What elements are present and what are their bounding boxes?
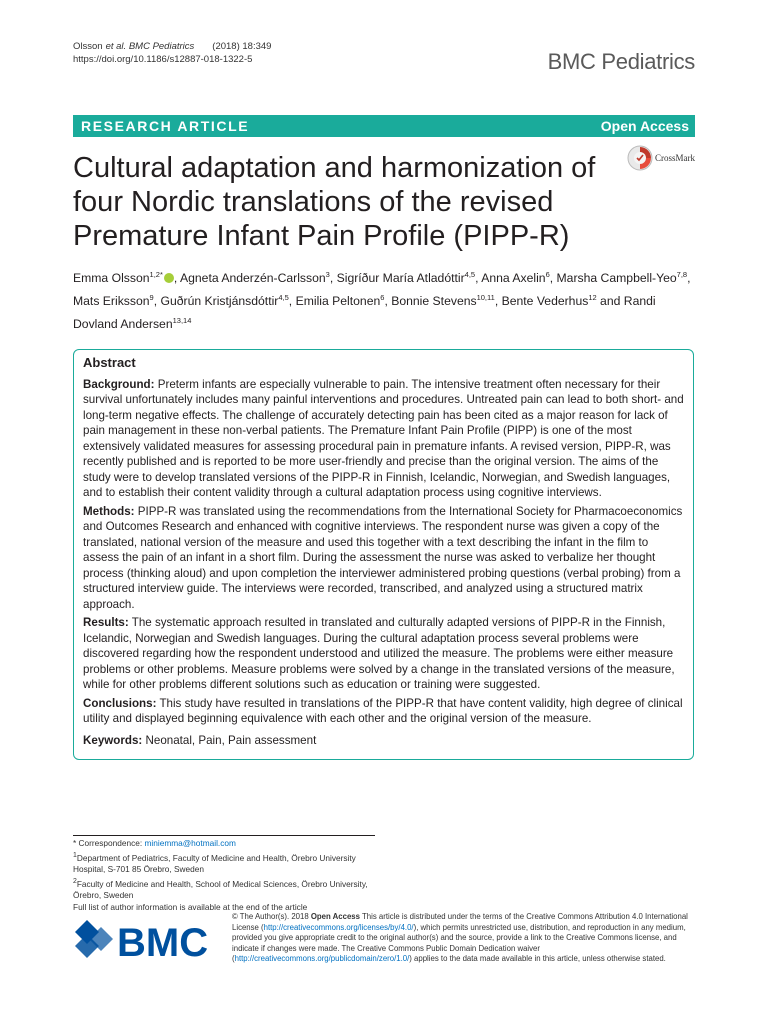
citation-journal [73, 41, 194, 52]
abstract-keywords [83, 733, 685, 749]
keywords-text: Neonatal, Pain, Pain assessment [145, 733, 317, 747]
author-name: Agneta Anderzén-Carlsson [180, 271, 326, 286]
orcid-icon[interactable] [164, 273, 174, 283]
background-text: Preterm infants are especially vulnerable to pain. The intensive treatment often necessary for their survival unfortunately includes many painful interventions and procedures. Untreated pain can lead to both short- and long-term negative effects. The challenge of accurately detecting pain has been cited as a major reason for lack of pain management in these non-verbal patients. The Premature Infant Pain Profile (PIPP) is one of the most extensively validated measures for assessing procedural pain in premature infants. A revised version, PIPP-R, was recently published and is reported to be more user-friendly and precise than the original version. The aims of the study were to develop translated versions of the PIPP-R in Finnish, Icelandic, Norwegian, and Swedish languages, and to establish their content validity through a cultural adaptation process using cognitive interviews. [83, 377, 684, 499]
author-entry[interactable] [73, 271, 174, 285]
methods-text: PIPP-R was translated using the recommendations from the International Society for Pharmacoeconomics and Outcomes Research and enhanced with cognitive interviews. The respondent nurse was given a copy of the translated, national version of the measure and used this together with a text describing the infant in the film to assess the pain of an infant in a short film. During the assessment the nurse was asked to verbalize her thought process (thinking aloud) and upon completion the interviewer administered probing questions (verbal probing) from a structured interview guide. The interviews were recorded, transcribed, and analyzed using a structured matrix approach. [83, 504, 683, 611]
author-entry[interactable] [481, 271, 550, 285]
crossmark-label: CrossMark [655, 153, 695, 163]
author-name: Emma Olsson [73, 271, 150, 286]
abstract-results [83, 615, 685, 693]
bmc-logo [73, 912, 216, 966]
affiliation-1-sup: 1 [73, 851, 77, 859]
author-name: Marsha Campbell-Yeo [556, 271, 677, 286]
license-part-2: This article is distributed under the terms of the Creative Commons Attribution 4.0 International License ( [232, 912, 688, 932]
author-entry[interactable] [180, 271, 330, 285]
author-name: Sigríður María Atladóttir [336, 271, 465, 286]
affiliation-1-text: Department of Pediatrics, Faculty of Medicine and Health, Örebro University Hospital, S-701 85 Örebro, Sweden [73, 852, 356, 874]
author-entry[interactable] [296, 294, 385, 308]
author-affiliation-sup: 7,8 [676, 270, 688, 279]
abstract-background [83, 377, 685, 501]
author-entry[interactable] [337, 271, 475, 285]
author-affiliation-sup: 3 [325, 270, 330, 279]
background-label: Background: [83, 377, 155, 391]
methods-label: Methods: [83, 504, 135, 518]
bmc-logo-text: BMC [117, 921, 209, 965]
affiliation-2-text: Faculty of Medicine and Health, School of Medical Sciences, Örebro University, Örebro, Sweden [73, 878, 368, 900]
author-affiliation-sup: 1,2* [149, 270, 163, 279]
citation-etal: et al. BMC Pediatrics [105, 41, 195, 52]
license-text [232, 912, 697, 965]
affiliation-2 [73, 876, 383, 902]
license-part-4: ) applies to the data made available in this article, unless otherwise stated. [409, 954, 666, 964]
license-part-3: ), which permits unrestricted use, distribution, and reproduction in any medium, provided you give appropriate credit to the original author(s) and the source, provide a link to the Creative Commons license, and indicate if changes were made. The Creative Commons Public Domain Dedication waiver ( [232, 922, 686, 964]
abstract-box [73, 349, 694, 760]
conclusions-text: This study have resulted in translations of the PIPP-R that have content validity, high degree of clinical utility and displayed beginning equivalence with each other and the original version of the measure. [83, 696, 683, 725]
author-name: Anna Axelin [481, 271, 546, 286]
author-entry[interactable] [160, 294, 288, 308]
footnote-divider [73, 835, 375, 836]
author-entry[interactable] [73, 294, 154, 308]
article-type-label: RESEARCH ARTICLE [81, 118, 250, 134]
bmc-logo-mark [73, 912, 216, 966]
author-list: Emma Olsson$^{1,2*}$ , Agneta Anderzén-Carlsson$^3$, Sigríður María Atladóttir$^{4,5}$, Anna Axelin$^6$, Marsha Campbell-Yeo$^{7,8}$, Mats Eriksson$^9$, Guðrún Kristjánsdóttir$^{4,5}$, Emilia Peltonen$^6$, Bonnie Stevens$^{10,11}$, Bente Vederhus$^{12}$ and Randi Dovland Andersen$^{13,14}$ [73, 270, 691, 332]
doi-link[interactable]: https://doi.org/10.1186/s12887-018-1322-5 [73, 54, 253, 65]
author-affiliation-sup: 9 [149, 293, 154, 303]
correspondence-email-link[interactable]: miniemma@hotmail.com [144, 838, 236, 848]
footnotes [73, 838, 383, 913]
abstract-methods [83, 504, 685, 613]
author-affiliation-sup: 10,11 [476, 293, 495, 303]
license-copyright: © The Author(s). 2018 [232, 912, 309, 921]
article-type-banner [73, 115, 695, 137]
author-entry[interactable] [502, 294, 597, 308]
author-name: Mats Eriksson [73, 294, 150, 309]
correspondence-label: * Correspondence: [73, 838, 143, 848]
license-open-access: Open Access [310, 912, 360, 921]
correspondence-line [73, 838, 383, 850]
author-name: Randi Dovland Andersen [73, 294, 656, 332]
open-access-label: Open Access [600, 118, 689, 134]
author-affiliation-sup: 4,5 [464, 270, 476, 279]
results-label: Results: [83, 616, 129, 629]
citation-authors: Olsson [73, 41, 103, 52]
author-name: Emilia Peltonen [295, 294, 381, 309]
article-title: Cultural adaptation and harmonization of four Nordic translations of the revised Premature Infant Pain Profile (PIPP-R) [73, 152, 596, 252]
author-name: Bonnie Stevens [391, 294, 477, 309]
journal-name: BMC Pediatrics [547, 49, 695, 74]
author-name: Bente Vederhus [501, 294, 589, 309]
author-affiliation-sup: 6 [545, 270, 550, 279]
author-name: Guðrún Kristjánsdóttir [160, 294, 279, 309]
author-entry[interactable] [557, 271, 688, 285]
author-affiliation-sup: 13,14 [172, 316, 192, 326]
affiliation-2-sup: 2 [73, 877, 77, 885]
keywords-label: Keywords: [83, 733, 143, 747]
author-affiliation-sup: 12 [588, 293, 597, 303]
citation-block [73, 40, 289, 66]
cc-by-license-link[interactable]: http://creativecommons.org/licenses/by/4.0/ [263, 922, 414, 932]
crossmark-badge[interactable] [627, 145, 699, 173]
abstract-conclusions [83, 696, 685, 727]
crossmark-icon [627, 145, 653, 171]
author-affiliation-sup: 6 [380, 293, 385, 303]
abstract-heading: Abstract [83, 355, 136, 370]
results-text: The systematic approach resulted in translated and culturally adapted versions of PIPP-R in the Finnish, Icelandic, Norwegian and Swedish languages. During the cultural adaptation process several problems were discovered regarding how the respondent understood and utilized the measure. The problems were either measure problems or other problems. Measure problems were solved by a change in the translated versions of the measure, while for other problems different solutions such as education or training were suggested. [83, 616, 675, 691]
author-info-note: Full list of author information is available at the end of the article [73, 901, 308, 912]
affiliation-1 [73, 850, 383, 876]
cc-zero-waiver-link[interactable]: http://creativecommons.org/publicdomain/zero/1.0/ [234, 954, 410, 964]
conclusions-label: Conclusions: [83, 696, 157, 710]
citation-volume: (2018) 18:349 [212, 41, 272, 52]
author-entry[interactable] [391, 294, 495, 308]
author-affiliation-sup: 4,5 [278, 293, 289, 303]
